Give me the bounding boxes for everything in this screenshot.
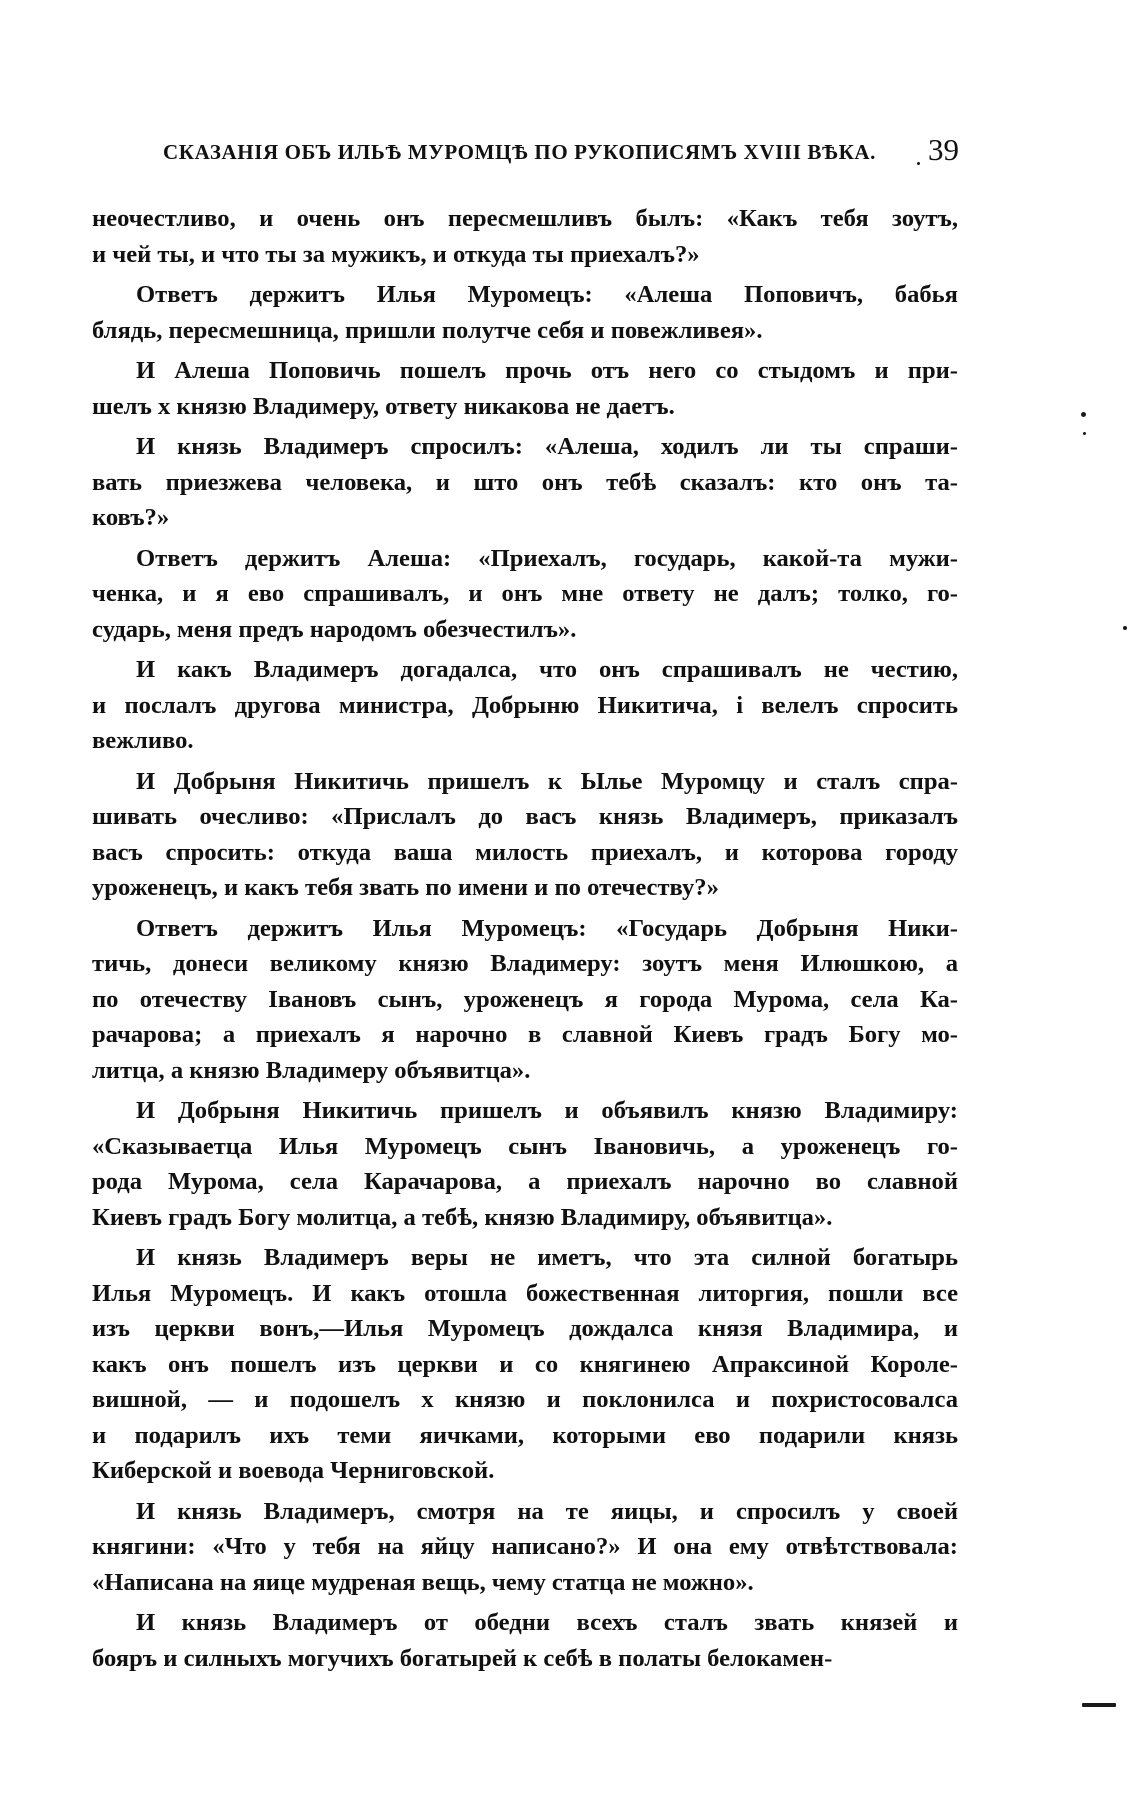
text-line: изъ церкви вонъ,—Илья Муромецъ дождалса князя Владимира, и [92,1315,958,1342]
paragraph [92,911,958,1089]
paragraph [92,1240,958,1489]
body-text [92,201,958,1681]
text-line: вишной, — и подошелъ х князю и поклонилса и похристосовалса [92,1386,958,1413]
text-line: литца, а князю Владимеру объявитца». [92,1056,531,1084]
text-line: васъ спросить: откуда ваша милость приехалъ, и которова городу [92,838,958,866]
paragraph [92,353,958,424]
scan-speck [1083,432,1086,435]
text-line: тичь, донеси великому князю Владимеру: зоутъ меня Илюшкою, а [92,950,958,977]
scan-speck [1123,626,1127,630]
text-line: и подарилъ ихъ теми яичками, которыми ево подарили князь [92,1421,958,1449]
paragraph [92,429,958,536]
paragraph [92,1093,958,1235]
text-line: княгини: «Что у тебя на яйцу написано?» И она ему отвѣтствовала: [92,1533,958,1560]
margin-mark [1082,1703,1116,1707]
text-line: неочестливо, и очень онъ пересмешливъ былъ: «Какъ тебя зоутъ, [92,205,958,232]
text-line: «Сказываетца Илья Муромецъ сынъ Івановичь, а уроженецъ го- [92,1132,958,1160]
text-line: И князь Владимеръ веры не иметъ, что эта силной богатырь [136,1244,958,1271]
text-line: Ответъ держитъ Илья Муромецъ: «Алеша Поповичъ, бабья [136,281,958,308]
text-line: Илья Муромецъ. И какъ отошла божественная литоргия, пошли все [92,1279,958,1307]
scan-speck [917,162,920,165]
text-line: вать приезжева человека, и што онъ тебѣ сказалъ: кто онъ та- [92,468,958,496]
text-line: рода Мурома, села Карачарова, а приехалъ нарочно во славной [92,1168,958,1195]
text-line: ковъ?» [92,504,170,531]
text-line: по отечеству Івановъ сынъ, уроженецъ я города Мурома, села Ка- [92,985,958,1013]
text-line: рачарова; а приехалъ я нарочно в славной Киевъ градъ Богу мо- [92,1021,958,1048]
text-line: вежливо. [92,727,194,754]
text-line: Киберской и воевода Черниговской. [92,1457,495,1484]
text-line: И какъ Владимеръ догадалса, что онъ спрашивалъ не честию, [136,656,958,683]
paragraph [92,1494,958,1601]
paragraph [92,1605,958,1676]
running-head [163,132,959,172]
text-line: и чей ты, и что ты за мужикъ, и откуда ты приехалъ?» [92,240,700,268]
paragraph [92,541,958,648]
text-line: И Добрыня Никитичь пришелъ к Ылье Муромцу и сталъ спра- [136,767,958,795]
text-line: шелъ х князю Владимеру, ответу никакова не даетъ. [92,392,675,420]
paragraph [92,652,958,759]
text-line: бояръ и силныхъ могучихъ богатырей к себѣ в полаты белокамен- [92,1644,833,1672]
text-line: И князь Владимеръ от обедни всехъ сталъ звать князей и [136,1609,958,1636]
text-line: Ответъ держитъ Алеша: «Приехалъ, государь, какой-та мужи- [136,544,958,572]
text-line: какъ онъ пошелъ изъ церкви и со княгинею Апраксиной Короле- [92,1350,958,1378]
paragraph [92,201,958,272]
scan-speck [1081,412,1086,417]
text-line: И князь Владимеръ, смотря на те яицы, и спросилъ у своей [136,1497,958,1525]
text-line: «Написана на яице мудреная вещь, чему статца не можно». [92,1568,754,1596]
text-line: ченка, и я ево спрашивалъ, и онъ мне ответу не далъ; толко, го- [92,580,958,607]
paragraph [92,277,958,348]
text-line: шивать очесливо: «Прислалъ до васъ князь Владимеръ, приказалъ [92,803,958,830]
paragraph [92,764,958,906]
page-number: 39 [928,132,959,167]
text-line: уроженецъ, и какъ тебя звать по имени и по отечеству?» [92,874,719,901]
text-line: блядь, пересмешница, пришли полутче себя и повежливея». [92,316,763,344]
text-line: сударь, меня предъ народомъ обезчестилъ». [92,615,577,643]
text-line: И Добрыня Никитичь пришелъ и объявилъ князю Владимиру: [136,1097,958,1124]
text-line: И Алеша Поповичь пошелъ прочь отъ него со стыдомъ и при- [136,357,958,384]
text-line: И князь Владимеръ спросилъ: «Алеша, ходилъ ли ты спраши- [136,433,958,460]
text-line: Киевъ градъ Богу молитца, а тебѣ, князю Владимиру, объявитца». [92,1203,833,1231]
text-line: и послалъ другова министра, Добрыню Никитича, і велелъ спросить [92,691,958,719]
text-line: Ответъ держитъ Илья Муромецъ: «Государь Добрыня Ники- [136,914,958,942]
running-title: СКАЗАНІЯ ОБЪ ИЛЬѢ МУРОМЦѢ ПО РУКОПИСЯМЪ XVIII ВѢКА. [163,140,877,164]
